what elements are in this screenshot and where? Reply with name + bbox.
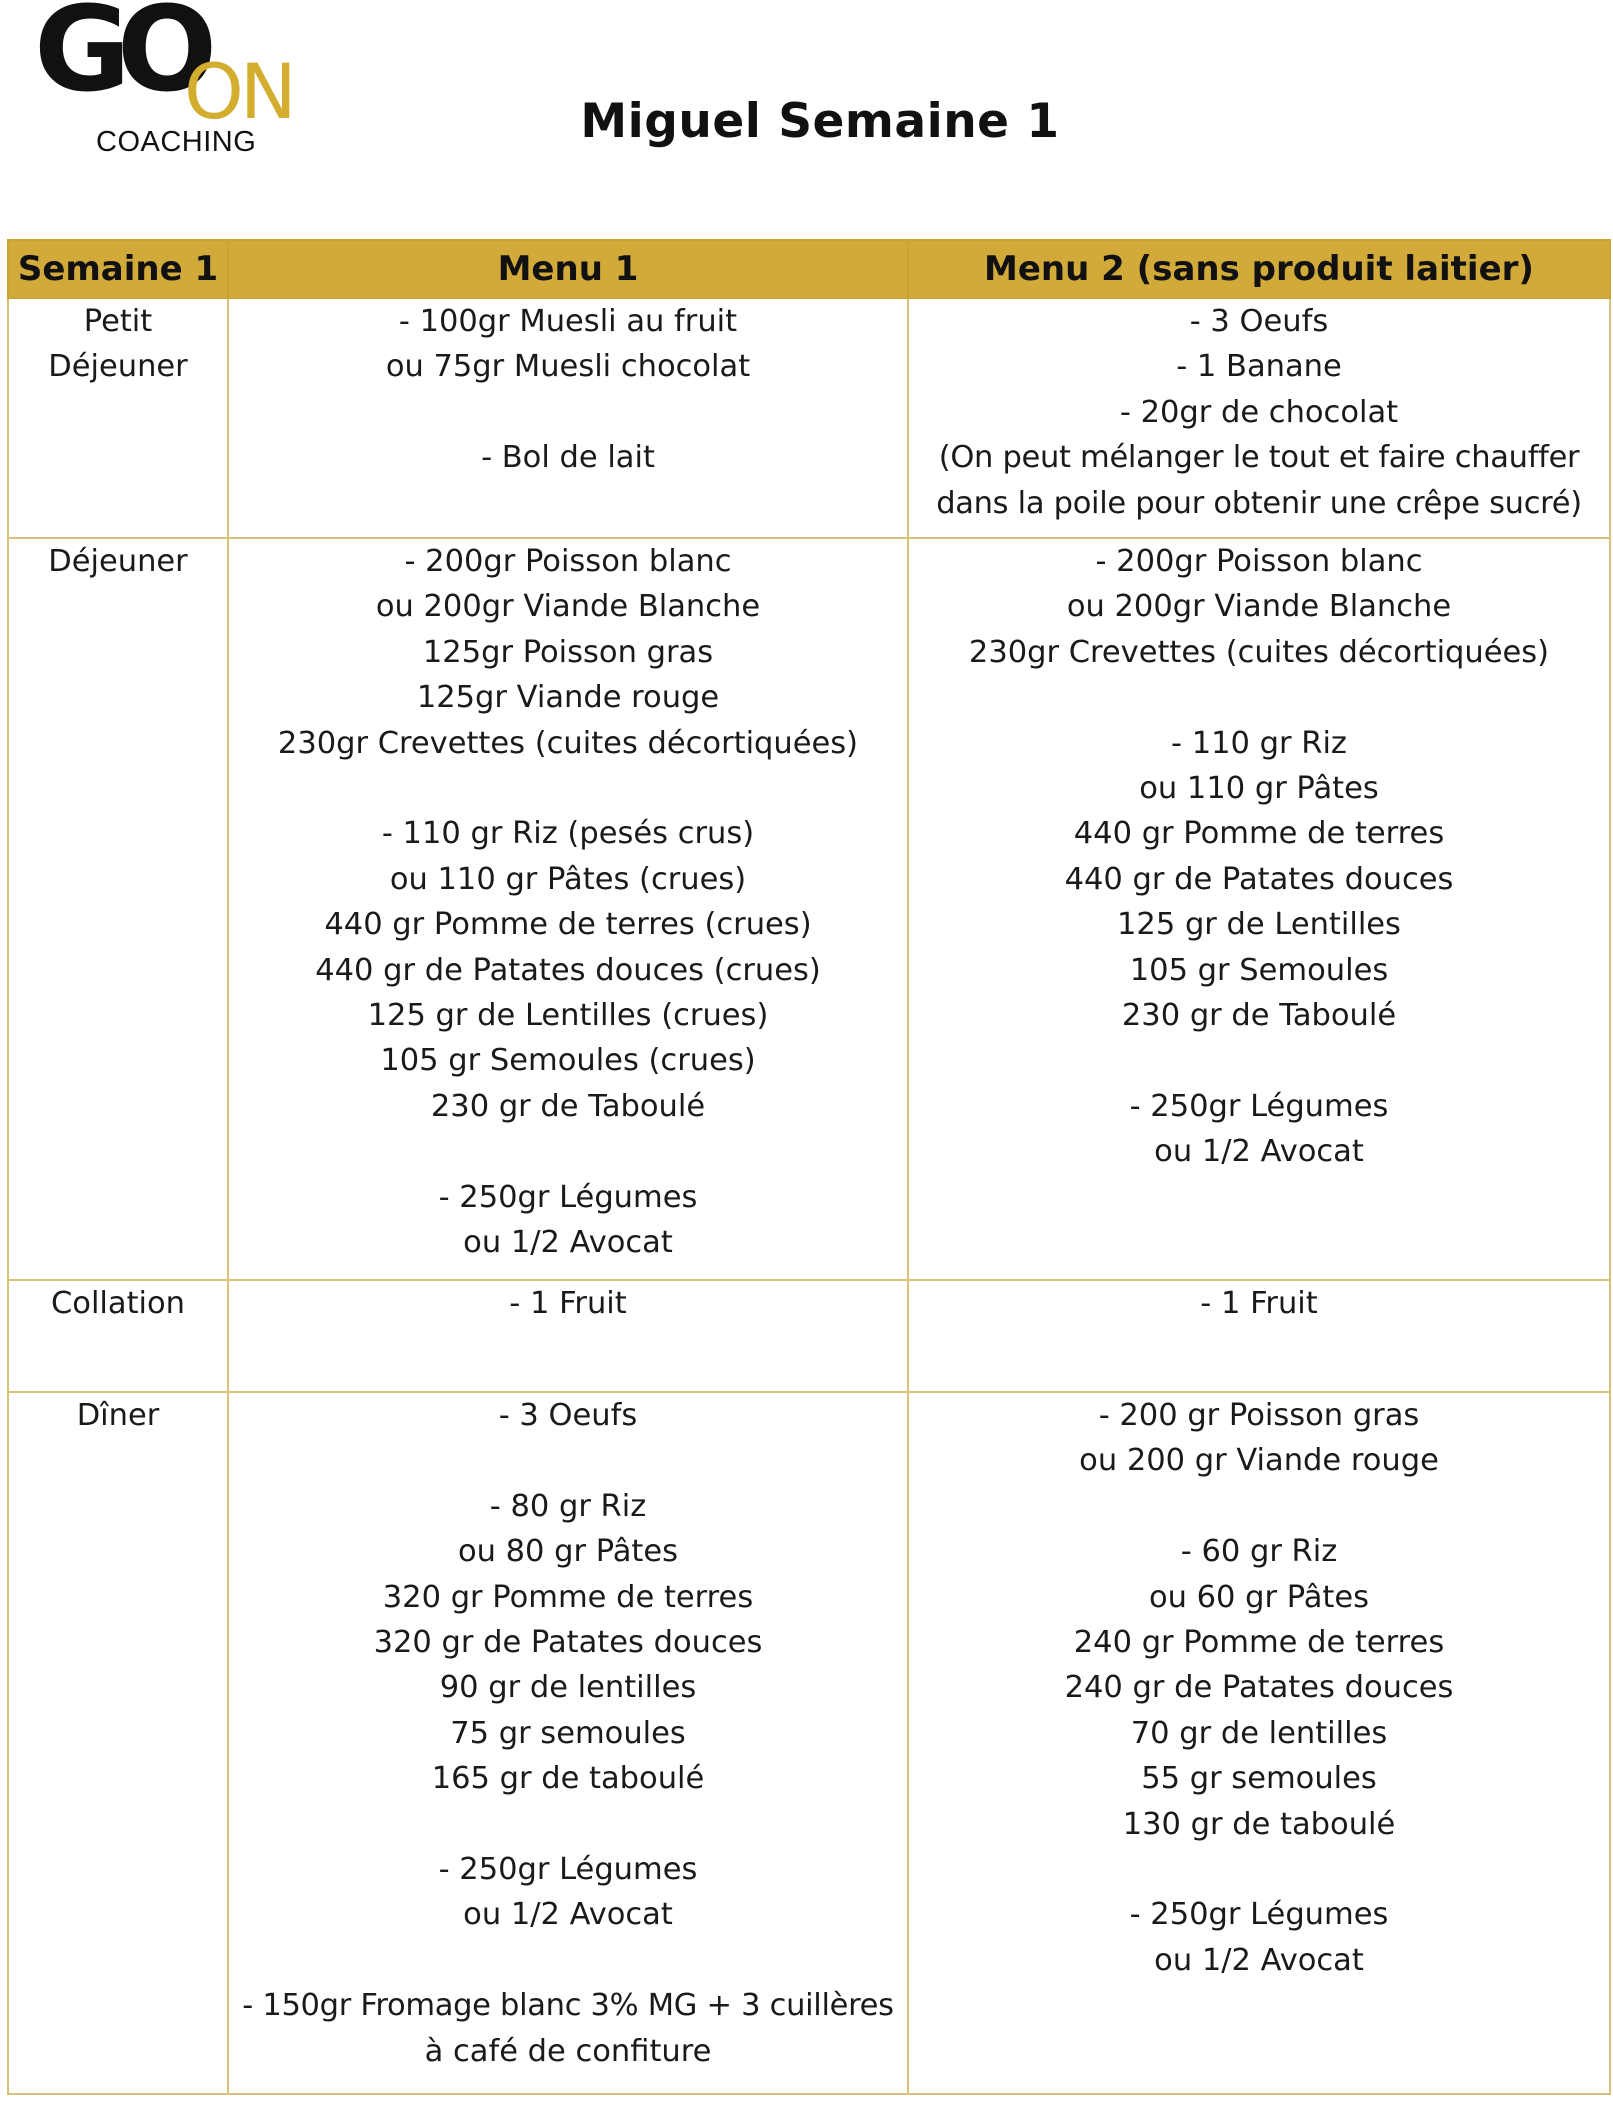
menu-line: ou 200gr Viande Blanche	[1066, 589, 1452, 625]
menu-line	[229, 766, 907, 811]
meal-label	[8, 298, 228, 538]
menu-line: ou 60 gr Pâtes	[1148, 1579, 1370, 1615]
menu-line: - 250gr Légumes	[438, 1852, 698, 1888]
menu-line: 130 gr de taboulé	[1122, 1806, 1396, 1842]
menu-line: - 110 gr Riz (pesés crus)	[381, 816, 755, 852]
meal-plan-table	[7, 239, 1611, 2095]
menu-1-cell	[228, 298, 908, 538]
menu-line: (On peut mélanger le tout et faire chauffer	[938, 440, 1580, 476]
table-row-dejeuner	[8, 538, 1610, 1280]
menu-line: - 100gr Muesli au fruit	[398, 304, 738, 339]
menu-line: 440 gr Pomme de terres	[1073, 816, 1445, 852]
menu-line: ou 75gr Muesli chocolat	[385, 349, 751, 385]
menu-line	[909, 675, 1609, 720]
page-title: Miguel Semaine 1	[580, 94, 1060, 149]
menu-line: 230 gr de Taboulé	[430, 1088, 706, 1124]
menu-line: ou 1/2 Avocat	[463, 1225, 673, 1261]
menu-line: 440 gr de Patates douces	[1064, 861, 1454, 897]
header-menu-1: Menu 1	[228, 240, 908, 298]
menu-line: dans la poile pour obtenir une crêpe sucré)	[936, 485, 1582, 521]
menu-line: 440 gr de Patates douces (crues)	[315, 952, 821, 988]
menu-line: à café de confiture	[424, 2033, 712, 2069]
meal-label-line: Petit	[83, 304, 153, 339]
menu-line: - 1 Fruit	[1200, 1286, 1318, 1321]
menu-line	[909, 1847, 1609, 1892]
menu-line: 240 gr Pomme de terres	[1073, 1625, 1445, 1661]
menu-line: ou 200gr Viande Blanche	[375, 589, 761, 625]
meal-label	[8, 1392, 228, 2094]
menu-line: 320 gr de Patates douces	[373, 1625, 763, 1661]
logo-on-text: ON	[184, 47, 293, 136]
menu-line: - 20gr de chocolat	[1119, 394, 1399, 430]
menu-line: ou 1/2 Avocat	[1154, 1134, 1364, 1170]
menu-line: ou 1/2 Avocat	[1154, 1942, 1364, 1978]
menu-line: ou 1/2 Avocat	[463, 1897, 673, 1933]
menu-line: - 1 Fruit	[509, 1286, 627, 1321]
meal-label-line: Dîner	[76, 1398, 160, 1433]
menu-line	[229, 390, 907, 435]
menu-line	[229, 1802, 907, 1847]
menu-line: - 150gr Fromage blanc 3% MG + 3 cuillères	[242, 1988, 894, 2024]
header-week: Semaine 1	[8, 240, 228, 298]
menu-line: - 3 Oeufs	[1189, 304, 1329, 339]
menu-line: - 200gr Poisson blanc	[404, 544, 732, 579]
menu-line: 230gr Crevettes (cuites décortiquées)	[277, 725, 859, 761]
menu-2-cell	[908, 1280, 1610, 1392]
menu-line: 230 gr de Taboulé	[1121, 998, 1397, 1034]
menu-line: ou 110 gr Pâtes (crues)	[389, 861, 747, 897]
menu-line: - 200gr Poisson blanc	[1095, 544, 1423, 579]
goon-coaching-logo	[34, 0, 334, 170]
menu-line: 240 gr de Patates douces	[1064, 1670, 1454, 1706]
menu-1-cell	[228, 1280, 908, 1392]
menu-line: - 250gr Légumes	[1129, 1897, 1389, 1933]
meal-label-line: Collation	[50, 1286, 186, 1321]
menu-1-cell	[228, 538, 908, 1280]
menu-line	[909, 1484, 1609, 1529]
table-row-diner	[8, 1392, 1610, 2094]
menu-line	[229, 1129, 907, 1174]
menu-line	[229, 1938, 907, 1983]
menu-line: - 80 gr Riz	[489, 1488, 647, 1524]
menu-line: 105 gr Semoules (crues)	[380, 1043, 756, 1079]
header-menu-2: Menu 2 (sans produit laitier)	[908, 240, 1610, 298]
menu-line: ou 110 gr Pâtes	[1139, 771, 1379, 807]
menu-line: - 250gr Légumes	[1129, 1088, 1389, 1124]
table-header-row	[8, 240, 1610, 298]
menu-2-cell	[908, 538, 1610, 1280]
menu-line: 320 gr Pomme de terres	[382, 1579, 754, 1615]
meal-label	[8, 1280, 228, 1392]
menu-line: 55 gr semoules	[1141, 1761, 1377, 1797]
menu-line: 125gr Viande rouge	[416, 680, 720, 716]
menu-line: 230gr Crevettes (cuites décortiquées)	[968, 634, 1550, 670]
meal-label	[8, 538, 228, 1280]
menu-line: - 110 gr Riz	[1171, 725, 1347, 761]
menu-line: 440 gr Pomme de terres (crues)	[324, 907, 812, 943]
menu-line: 125 gr de Lentilles	[1117, 907, 1401, 943]
menu-line: - 1 Banane	[1176, 349, 1342, 385]
menu-line	[909, 1038, 1609, 1083]
menu-2-cell	[908, 298, 1610, 538]
table-row-collation	[8, 1280, 1610, 1392]
meal-label-line: Déjeuner	[48, 349, 188, 385]
menu-line: - 200 gr Poisson gras	[1098, 1398, 1420, 1433]
menu-line: ou 80 gr Pâtes	[457, 1534, 679, 1570]
menu-line: 125 gr de Lentilles (crues)	[367, 998, 769, 1034]
menu-2-cell	[908, 1392, 1610, 2094]
logo-coaching-text: COACHING	[96, 126, 257, 158]
menu-line	[229, 1438, 907, 1483]
menu-line: 165 gr de taboulé	[431, 1761, 705, 1797]
menu-line: 125gr Poisson gras	[422, 634, 714, 670]
menu-line: - Bol de lait	[481, 440, 655, 476]
menu-line: 70 gr de lentilles	[1130, 1715, 1388, 1751]
menu-line: 75 gr semoules	[450, 1715, 686, 1751]
menu-line: ou 200 gr Viande rouge	[1079, 1443, 1439, 1479]
table-row-petit-dejeuner	[8, 298, 1610, 538]
menu-line: - 3 Oeufs	[498, 1398, 638, 1433]
menu-line: 90 gr de lentilles	[439, 1670, 697, 1706]
menu-line: - 60 gr Riz	[1180, 1534, 1338, 1570]
menu-line: 105 gr Semoules	[1129, 952, 1389, 988]
menu-line: - 250gr Légumes	[438, 1179, 698, 1215]
logo-go-text: GO	[34, 0, 204, 118]
meal-label-line: Déjeuner	[48, 544, 188, 579]
menu-1-cell	[228, 1392, 908, 2094]
